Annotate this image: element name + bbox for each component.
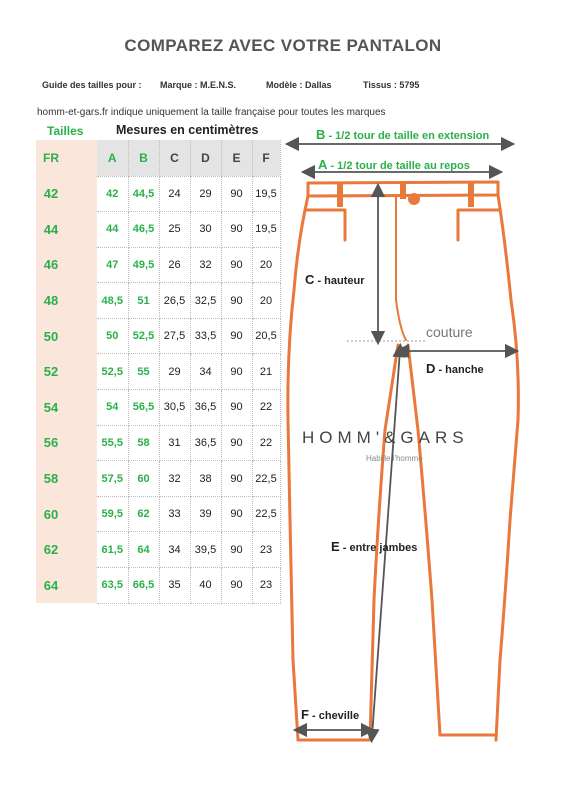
measure-cell: 22 xyxy=(252,390,280,426)
size-fr-cell: 46 xyxy=(36,247,66,283)
measure-cell: 30,5 xyxy=(159,390,190,426)
size-fr-cell: 56 xyxy=(36,425,66,461)
measure-cell: 46,5 xyxy=(128,212,159,248)
measure-cell: 29 xyxy=(159,354,190,390)
measure-cell: 44 xyxy=(97,212,128,248)
measure-cell: 90 xyxy=(221,354,252,390)
measure-cell: 23 xyxy=(252,568,280,604)
page-title: COMPAREZ AVEC VOTRE PANTALON xyxy=(124,36,442,55)
size-fr-cell: 58 xyxy=(36,461,66,497)
size-fr-cell: 50 xyxy=(36,318,66,354)
measure-cell: 62 xyxy=(128,496,159,532)
measure-cell: 26,5 xyxy=(159,283,190,319)
measure-cell: 22,5 xyxy=(252,496,280,532)
measures-heading: Mesures en centimètres xyxy=(116,123,259,137)
measure-cell: 32 xyxy=(190,247,221,283)
measure-cell: 23 xyxy=(252,532,280,568)
measure-cell: 61,5 xyxy=(97,532,128,568)
brand-logo: HOMM'&GARS xyxy=(302,428,469,447)
measure-cell: 20 xyxy=(252,283,280,319)
column-header: C xyxy=(159,140,190,176)
guide-label: Guide des tailles pour : xyxy=(42,80,142,90)
measure-cell: 20,5 xyxy=(252,318,280,354)
label-c: C - hauteur xyxy=(305,272,365,287)
model-info: Modèle : Dallas xyxy=(266,80,332,90)
size-fr-cell: 62 xyxy=(36,532,66,568)
measure-cell: 19,5 xyxy=(252,176,280,212)
measure-cell: 26 xyxy=(159,247,190,283)
measure-cell: 25 xyxy=(159,212,190,248)
measure-cell: 38 xyxy=(190,461,221,497)
column-header: A xyxy=(97,140,128,176)
measure-cell: 90 xyxy=(221,212,252,248)
measure-cell: 21 xyxy=(252,354,280,390)
measure-cell: 33,5 xyxy=(190,318,221,354)
measure-cell: 22,5 xyxy=(252,461,280,497)
measure-cell: 90 xyxy=(221,496,252,532)
measure-cell: 47 xyxy=(97,247,128,283)
measure-cell: 31 xyxy=(159,425,190,461)
size-fr-cell: 64 xyxy=(36,568,66,604)
size-fr-cell: 60 xyxy=(36,496,66,532)
brand-tagline: Habille l'homme xyxy=(366,454,423,463)
measure-cell: 66,5 xyxy=(128,568,159,604)
measure-cell: 44,5 xyxy=(128,176,159,212)
label-d: D - hanche xyxy=(426,361,484,376)
measure-cell: 90 xyxy=(221,461,252,497)
measure-cell: 32,5 xyxy=(190,283,221,319)
measure-cell: 34 xyxy=(159,532,190,568)
measure-cell: 22 xyxy=(252,425,280,461)
measure-cell: 35 xyxy=(159,568,190,604)
measure-cell: 90 xyxy=(221,532,252,568)
size-fr-cell: 42 xyxy=(36,176,66,212)
size-fr-cell: 52 xyxy=(36,354,66,390)
seam-label: couture xyxy=(426,324,473,340)
measure-cell: 42 xyxy=(97,176,128,212)
measure-cell: 90 xyxy=(221,318,252,354)
measure-cell: 52,5 xyxy=(97,354,128,390)
measure-cell: 55,5 xyxy=(97,425,128,461)
measure-cell: 30 xyxy=(190,212,221,248)
measure-cell: 48,5 xyxy=(97,283,128,319)
size-fr-cell: 54 xyxy=(36,390,66,426)
measure-cell: 27,5 xyxy=(159,318,190,354)
measure-cell: 54 xyxy=(97,390,128,426)
size-note: homm-et-gars.fr indique uniquement la taille française pour toutes les marques xyxy=(37,107,386,118)
size-fr-cell: 44 xyxy=(36,212,66,248)
measure-cell: 20 xyxy=(252,247,280,283)
measure-cell: 90 xyxy=(221,283,252,319)
label-b: B - 1/2 tour de taille en extension xyxy=(316,127,490,142)
size-fr-cell: 48 xyxy=(36,283,66,319)
measure-cell: 39 xyxy=(190,496,221,532)
measure-cell: 90 xyxy=(221,176,252,212)
measure-cell: 56,5 xyxy=(128,390,159,426)
column-header: B xyxy=(128,140,159,176)
column-header: FR xyxy=(36,140,66,176)
column-header: D xyxy=(190,140,221,176)
measure-cell: 55 xyxy=(128,354,159,390)
measure-cell: 59,5 xyxy=(97,496,128,532)
measure-cell: 63,5 xyxy=(97,568,128,604)
measure-cell: 36,5 xyxy=(190,390,221,426)
measure-cell: 64 xyxy=(128,532,159,568)
measure-cell: 29 xyxy=(190,176,221,212)
measure-cell: 34 xyxy=(190,354,221,390)
measure-cell: 24 xyxy=(159,176,190,212)
brand-info: Marque : M.E.N.S. xyxy=(160,80,237,90)
measure-cell: 90 xyxy=(221,390,252,426)
measure-cell: 36,5 xyxy=(190,425,221,461)
measure-cell: 60 xyxy=(128,461,159,497)
column-header: F xyxy=(252,140,280,176)
measure-cell: 40 xyxy=(190,568,221,604)
label-f: F - cheville xyxy=(301,707,360,722)
column-header: E xyxy=(221,140,252,176)
label-e: E - entre jambes xyxy=(331,539,418,554)
measure-cell: 57,5 xyxy=(97,461,128,497)
measure-cell: 58 xyxy=(128,425,159,461)
measure-cell: 32 xyxy=(159,461,190,497)
measure-cell: 39,5 xyxy=(190,532,221,568)
fabric-info: Tissus : 5795 xyxy=(363,80,420,90)
measure-cell: 19,5 xyxy=(252,212,280,248)
measure-cell: 49,5 xyxy=(128,247,159,283)
measure-cell: 90 xyxy=(221,425,252,461)
measure-cell: 90 xyxy=(221,247,252,283)
label-a: A - 1/2 tour de taille au repos xyxy=(318,157,470,172)
measure-cell: 52,5 xyxy=(128,318,159,354)
sizes-heading: Tailles xyxy=(47,124,84,138)
measure-cell: 50 xyxy=(97,318,128,354)
measure-cell: 90 xyxy=(221,568,252,604)
measure-cell: 51 xyxy=(128,283,159,319)
measure-cell: 33 xyxy=(159,496,190,532)
